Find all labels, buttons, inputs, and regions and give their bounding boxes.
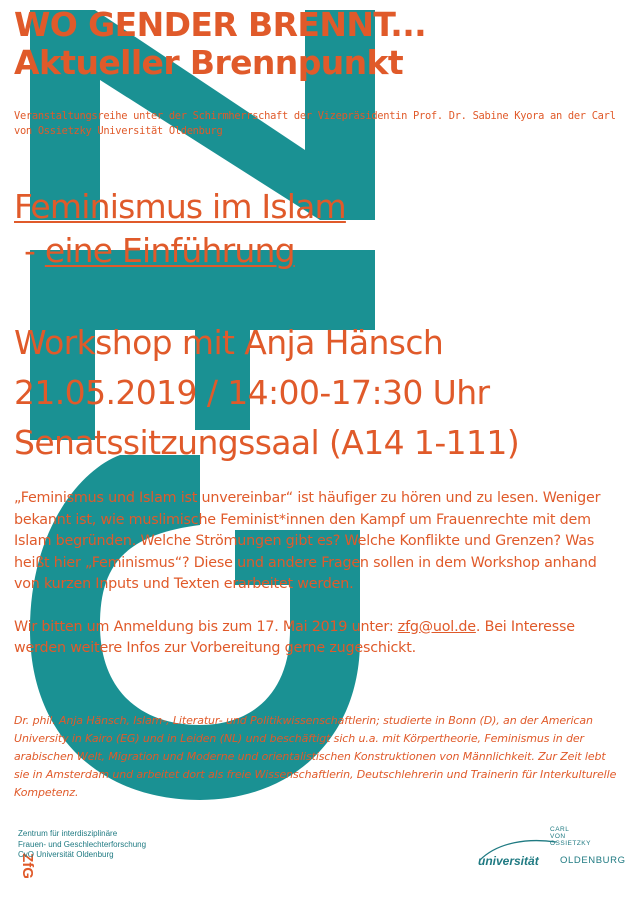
university-logo [470, 826, 630, 876]
registration-email-link[interactable]: zfg@uol.de [397, 618, 476, 635]
registration-suffix: . Bei Interesse werden weitere Infos zur Vorbereitung gerne zugeschickt. [14, 618, 575, 656]
patronage-text: Veranstaltungsreihe unter der Schirmherrschaft der Vizepräsidentin Prof. Dr. Sabine Kyora an der Carl von Ossietzky Universität Oldenburg [14, 110, 616, 137]
university-name: universität [478, 854, 539, 868]
registration-prefix: Wir bitten um Anmeldung bis zum 17. Mai 2019 unter: [14, 618, 398, 635]
topic-line1: Feminismus im Islam [14, 187, 346, 226]
topic-title [14, 185, 624, 273]
speaker-bio: Dr. phil. Anja Hänsch, Islam-, Literatur- und Politikwissenschaftlerin; studierte in Bonn (D), an der American University in Kairo (EG) und in Leiden (NL) und beschäftigt sich u.a. mit Körpertheorie, Feminismus in der arabischen Welt, Migration und Moderne und orientalistischen Konstruktionen von Männlichkeit. Zur Zeit lebt sie in Amsterdam und arbeitet dort als freie Wissenschaftlerin, Deutschlehrerin und Trainerin für Interkulturelle Kompetenz. [14, 714, 617, 799]
uni-crown-line1: CARL [550, 826, 570, 833]
zfg-logo-mark: ZfG [19, 853, 36, 879]
description-paragraph: „Feminismus und Islam ist unvereinbar“ ist häufiger zu hören und zu lesen. Weniger bekannt ist, wie muslimische Feminist*innen den Kampf um Frauenrechte mit dem Islam begründen. Welche Strömungen gibt es? Welche Konflikte und Grenzen? Was heißt hier „Feminismus“? Diese und andere Fragen sollen in dem Workshop anhand von kurzen Inputs und Texten erarbeitet werden. [14, 490, 601, 592]
description [14, 488, 622, 660]
zfg-line3: CvO Universität Oldenburg [18, 850, 114, 859]
uni-crown-line2: VON [550, 833, 566, 840]
university-city: OLDENBURG [560, 855, 626, 866]
series-title: WO GENDER BRENNT... [14, 5, 427, 44]
topic-line2 [14, 229, 624, 273]
event-location: Senatssitzungssaal (A14 1-111) [14, 423, 520, 462]
event-title: Workshop mit Anja Hänsch [14, 323, 444, 362]
registration-paragraph [14, 617, 622, 660]
series-subtitle: Aktueller Brennpunkt [14, 43, 404, 82]
topic-line2-text: eine Einführung [44, 231, 295, 270]
event-datetime: 21.05.2019 / 14:00-17:30 Uhr [14, 373, 490, 412]
topic-dash: - [24, 231, 45, 270]
event-info [14, 318, 634, 468]
uni-crown-line3: OSSIETZKY [550, 840, 591, 847]
zfg-line2: Frauen- und Geschlechterforschung [18, 839, 147, 849]
university-crown-text [550, 826, 590, 847]
zfg-line1: Zentrum für interdisziplinäre [18, 829, 118, 838]
zfg-institute [18, 829, 258, 861]
